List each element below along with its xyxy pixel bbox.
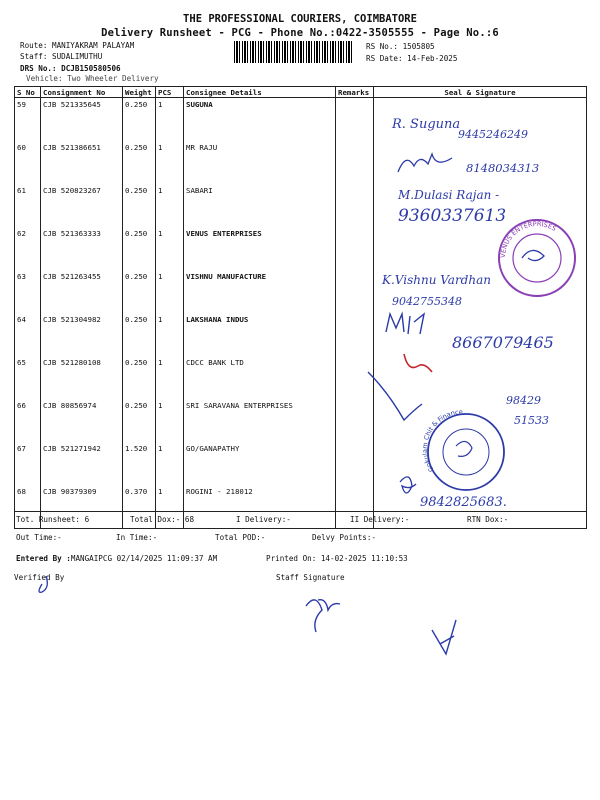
hw-r59-name: R. Suguna [392,117,461,132]
hw-r68-phone: 9842825683. [420,495,507,510]
vehicle-value: Two Wheeler Delivery [67,74,159,83]
cell-consignment: CJB 90379309 [41,485,123,529]
staff-signature [306,600,340,632]
hw-r61-phone: 9360337613 [398,206,507,226]
staff-line [20,52,102,61]
cell-seal [374,141,587,184]
cell-remarks [336,399,374,442]
cell-consignee: VENUS ENTERPRISES [184,227,336,270]
entered-by [16,554,217,563]
cell-remarks [336,270,374,313]
venus-stamp-text: VENUS ENTERPRISES [498,219,558,259]
runsheet-table [14,86,587,529]
cell-weight: 1.520 [123,442,156,485]
cell-pcs: 1 [156,356,184,399]
table-row [15,399,587,442]
table-row [15,313,587,356]
cell-weight: 0.250 [123,270,156,313]
hw-r61-name: M.Dulasi Rajan - [398,188,500,202]
table-row [15,141,587,184]
runsheet-subtitle: Delivery Runsheet - PCG - Phone No.:0422-3505555 - Page No.:6 [101,27,499,39]
cell-weight: 0.250 [123,313,156,356]
cell-sno: 67 [15,442,41,485]
cell-consignee: SABARI [184,184,336,227]
cell-weight: 0.250 [123,184,156,227]
runsheet-value: 6 [84,515,90,524]
staff-label: Staff: [20,52,48,61]
cell-sno: 64 [15,313,41,356]
col-pcs: PCS [156,87,184,98]
hw-r60-phone: 8148034313 [466,161,540,175]
totals-divider [14,511,586,512]
verified-by: Verified By [14,573,65,582]
cell-consignment: CJB 521263455 [41,270,123,313]
cell-pcs: 1 [156,313,184,356]
cell-pcs: 1 [156,184,184,227]
cell-pcs: 1 [156,399,184,442]
cell-seal [374,184,587,227]
total-dox [130,515,194,524]
cell-weight: 0.250 [123,141,156,184]
cell-pcs: 1 [156,270,184,313]
cell-sno: 66 [15,399,41,442]
supervisor-mark [432,620,456,654]
cell-consignee: MR RAJU [184,141,336,184]
entered-by-value: MANGAIPCG 02/14/2025 11:09:37 AM [70,554,218,563]
ii-delivery: II Delivery:- [350,515,410,524]
cell-sno: 60 [15,141,41,184]
cell-remarks [336,313,374,356]
cell-remarks [336,227,374,270]
hw-r59-phone: 9445246249 [458,128,528,141]
col-remarks: Remarks [336,87,374,98]
cell-consignment: CJB 521386651 [41,141,123,184]
in-time: In Time:- [116,533,158,542]
rs-no-value: 1505805 [402,42,435,51]
gokulam-stamp-text: Gokulam Chit & Finance [420,407,463,474]
cell-pcs: 1 [156,141,184,184]
route-line [20,41,134,50]
col-consignment: Consignment No [41,87,123,98]
cell-consignee: SRI SARAVANA ENTERPRISES [184,399,336,442]
cell-consignee: SUGUNA [184,98,336,142]
cell-consignment: CJB 80856974 [41,399,123,442]
cell-consignee: VISHNU MANUFACTURE [184,270,336,313]
cell-seal [374,356,587,399]
cell-sno: 61 [15,184,41,227]
total-dox-value: 68 [184,515,195,524]
cell-consignee: LAKSHANA INDUS [184,313,336,356]
hw-r63-name: K.Vishnu Vardhan [382,273,491,287]
rs-no-line [366,42,435,51]
cell-sno: 62 [15,227,41,270]
rs-no-label: RS No.: [366,42,399,51]
cell-sno: 59 [15,98,41,142]
cell-consignee: ROGINI - 218012 [184,485,336,529]
cell-weight: 0.250 [123,227,156,270]
col-sno: S No [15,87,41,98]
cell-consignment: CJB 520823267 [41,184,123,227]
hw-r66-phone-b: 51533 [514,414,549,427]
cell-consignment: CJB 521304982 [41,313,123,356]
vehicle-line [26,74,159,83]
cell-consignment: CJB 521335645 [41,98,123,142]
runsheet-total [16,515,89,524]
cell-consignee: GO/GANAPATHY [184,442,336,485]
out-time: Out Time:- [16,533,62,542]
cell-seal [374,227,587,270]
cell-pcs: 1 [156,442,184,485]
total-pod: Total POD:- [215,533,266,542]
cell-seal [374,270,587,313]
col-seal: Seal & Signature [374,87,587,98]
total-dox-label: Total Dox:- [130,515,181,524]
cell-remarks [336,98,374,142]
table-header-row [15,87,587,98]
cell-weight: 0.250 [123,356,156,399]
cell-seal [374,399,587,442]
cell-remarks [336,356,374,399]
delvy-points: Delvy Points:- [312,533,377,542]
cell-consignment: CJB 521280108 [41,356,123,399]
staff-value: SUDALIMUTHU [52,52,103,61]
printed-on: Printed On: 14-02-2025 11:10:53 [266,554,408,563]
cell-seal [374,313,587,356]
rs-date-label: RS Date: [366,54,403,63]
cell-sno: 68 [15,485,41,529]
rs-date-line [366,54,457,63]
hw-r64-phone: 8667079465 [452,333,554,352]
route-value: MANIYAKRAM PALAYAM [52,41,135,50]
hw-r63-phone: 9042755348 [392,295,462,308]
runsheet-label: Tot. Runsheet: [16,515,81,524]
rtn-dox: RTN Dox:- [467,515,509,524]
cell-sno: 63 [15,270,41,313]
cell-remarks [336,184,374,227]
barcode [234,41,354,63]
table-row [15,270,587,313]
cell-pcs: 1 [156,485,184,529]
route-label: Route: [20,41,48,50]
table-row [15,356,587,399]
table-row [15,98,587,142]
cell-pcs: 1 [156,227,184,270]
cell-consignment: CJB 521271942 [41,442,123,485]
drs-label: DRS No.: [20,64,57,73]
cell-consignment: CJB 521363333 [41,227,123,270]
table-row [15,442,587,485]
drs-line [20,64,121,73]
cell-pcs: 1 [156,98,184,142]
cell-seal [374,442,587,485]
cell-weight: 0.250 [123,399,156,442]
i-delivery: I Delivery:- [236,515,291,524]
col-weight: Weight [123,87,156,98]
hw-r66-phone-a: 98429 [506,394,541,407]
cell-remarks [336,442,374,485]
staff-signature-label: Staff Signature [276,573,345,582]
table-row [15,227,587,270]
cell-remarks [336,141,374,184]
cell-seal [374,98,587,142]
vehicle-label: Vehicle: [26,74,63,83]
cell-sno: 65 [15,356,41,399]
cell-consignee: CDCC BANK LTD [184,356,336,399]
drs-value: DCJB150580506 [61,64,121,73]
cell-weight: 0.250 [123,98,156,142]
entered-by-label: Entered By : [16,554,71,563]
col-consignee: Consignee Details [184,87,336,98]
rs-date-value: 14-Feb-2025 [407,54,458,63]
table-row [15,184,587,227]
cell-weight: 0.370 [123,485,156,529]
company-title: THE PROFESSIONAL COURIERS, COIMBATORE [183,13,417,25]
